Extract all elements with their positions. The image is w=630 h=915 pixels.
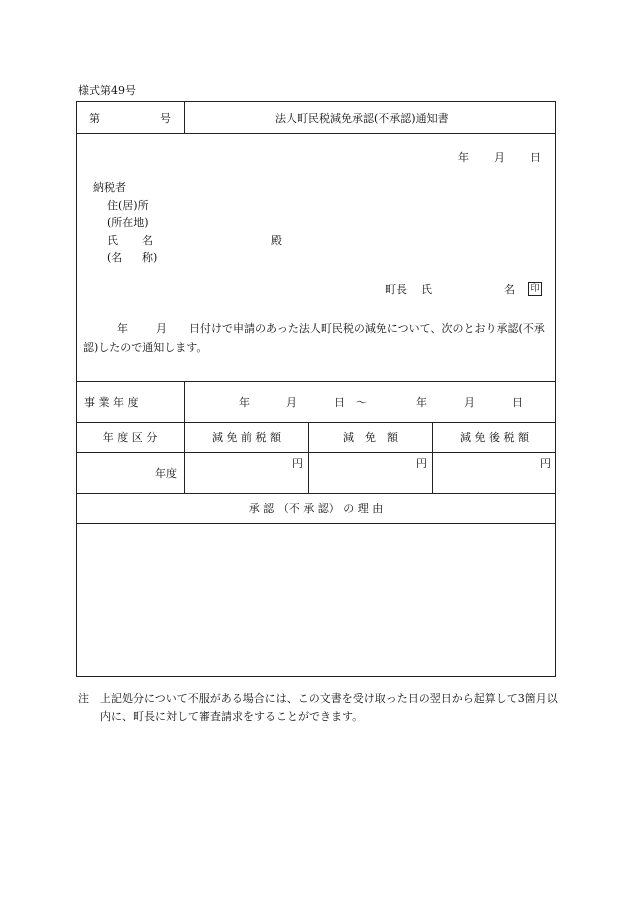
footnote-text: 上記処分について不服がある場合には、この文書を受け取った日の翌日から起算して3箇月以内に、町長に対して審査請求をすることができます。 — [100, 692, 558, 723]
business-year-label: 事 業 年 度 — [84, 396, 139, 409]
seal-stamp: 印 — [528, 282, 542, 296]
fiscal-year-suffix: 年度 — [155, 467, 177, 480]
number-label-left: 第 — [89, 112, 100, 125]
footnote — [78, 690, 558, 726]
footnote-mark: 注 — [78, 692, 89, 705]
notice-month: 月 — [156, 322, 167, 335]
number-label-right: 号 — [160, 112, 171, 125]
name-label-1: 氏 — [107, 234, 118, 247]
date-day: 日 — [530, 151, 541, 164]
form-frame — [76, 101, 556, 677]
header-pre-reduction-tax: 減 免 前 税 額 — [212, 431, 281, 444]
rule-below-table-row — [76, 493, 556, 494]
document-title: 法人町民税減免承認(不承認)通知書 — [275, 112, 449, 125]
header-reduction-amount: 減 免 額 — [343, 431, 398, 444]
honorific: 殿 — [271, 234, 282, 247]
address-label: 住(居)所 — [107, 199, 149, 212]
issuer-name-label-2: 名 — [504, 283, 515, 296]
issuer-title: 町長 — [385, 283, 407, 296]
taxpayer-heading: 納税者 — [93, 181, 126, 194]
business-year-end-year: 年 — [416, 396, 427, 409]
business-year-end-day: 日 — [512, 396, 523, 409]
business-year-tilde: ～ — [356, 396, 367, 409]
currency-post-reduction: 円 — [540, 457, 551, 470]
currency-reduction: 円 — [416, 457, 427, 470]
rule-below-title — [76, 133, 556, 134]
rule-above-business-year — [76, 381, 556, 382]
reason-heading: 承 認 （不 承 認） の 理 由 — [248, 502, 384, 515]
header-year-category: 年 度 区 分 — [102, 431, 158, 444]
location-label: (所在地) — [107, 216, 149, 229]
currency-pre-reduction: 円 — [292, 457, 303, 470]
form-id: 様式第49号 — [78, 84, 136, 97]
issuer-name-label-1: 氏 — [421, 283, 432, 296]
business-year-end-month: 月 — [464, 396, 475, 409]
rule-below-business-year — [76, 422, 556, 423]
business-year-start-year: 年 — [239, 396, 250, 409]
notice-paragraph — [83, 319, 555, 357]
notice-text: 日付けで申請のあった法人町民税の減免について、次のとおり承認(不承認)したので通知します。 — [83, 322, 545, 354]
business-year-start-month: 月 — [286, 396, 297, 409]
date-month: 月 — [494, 151, 505, 164]
business-year-start-day: 日 — [334, 396, 345, 409]
header-post-reduction-tax: 減 免 後 税 額 — [460, 431, 529, 444]
divider-title-row — [184, 101, 185, 133]
rule-below-reason-heading — [76, 523, 556, 524]
notice-year: 年 — [117, 322, 128, 335]
date-year: 年 — [458, 151, 469, 164]
name-alt-label-1: (名 — [107, 251, 123, 264]
rule-below-table-header — [76, 452, 556, 453]
name-label-2: 名 — [142, 234, 153, 247]
name-alt-label-2: 称) — [142, 251, 158, 264]
